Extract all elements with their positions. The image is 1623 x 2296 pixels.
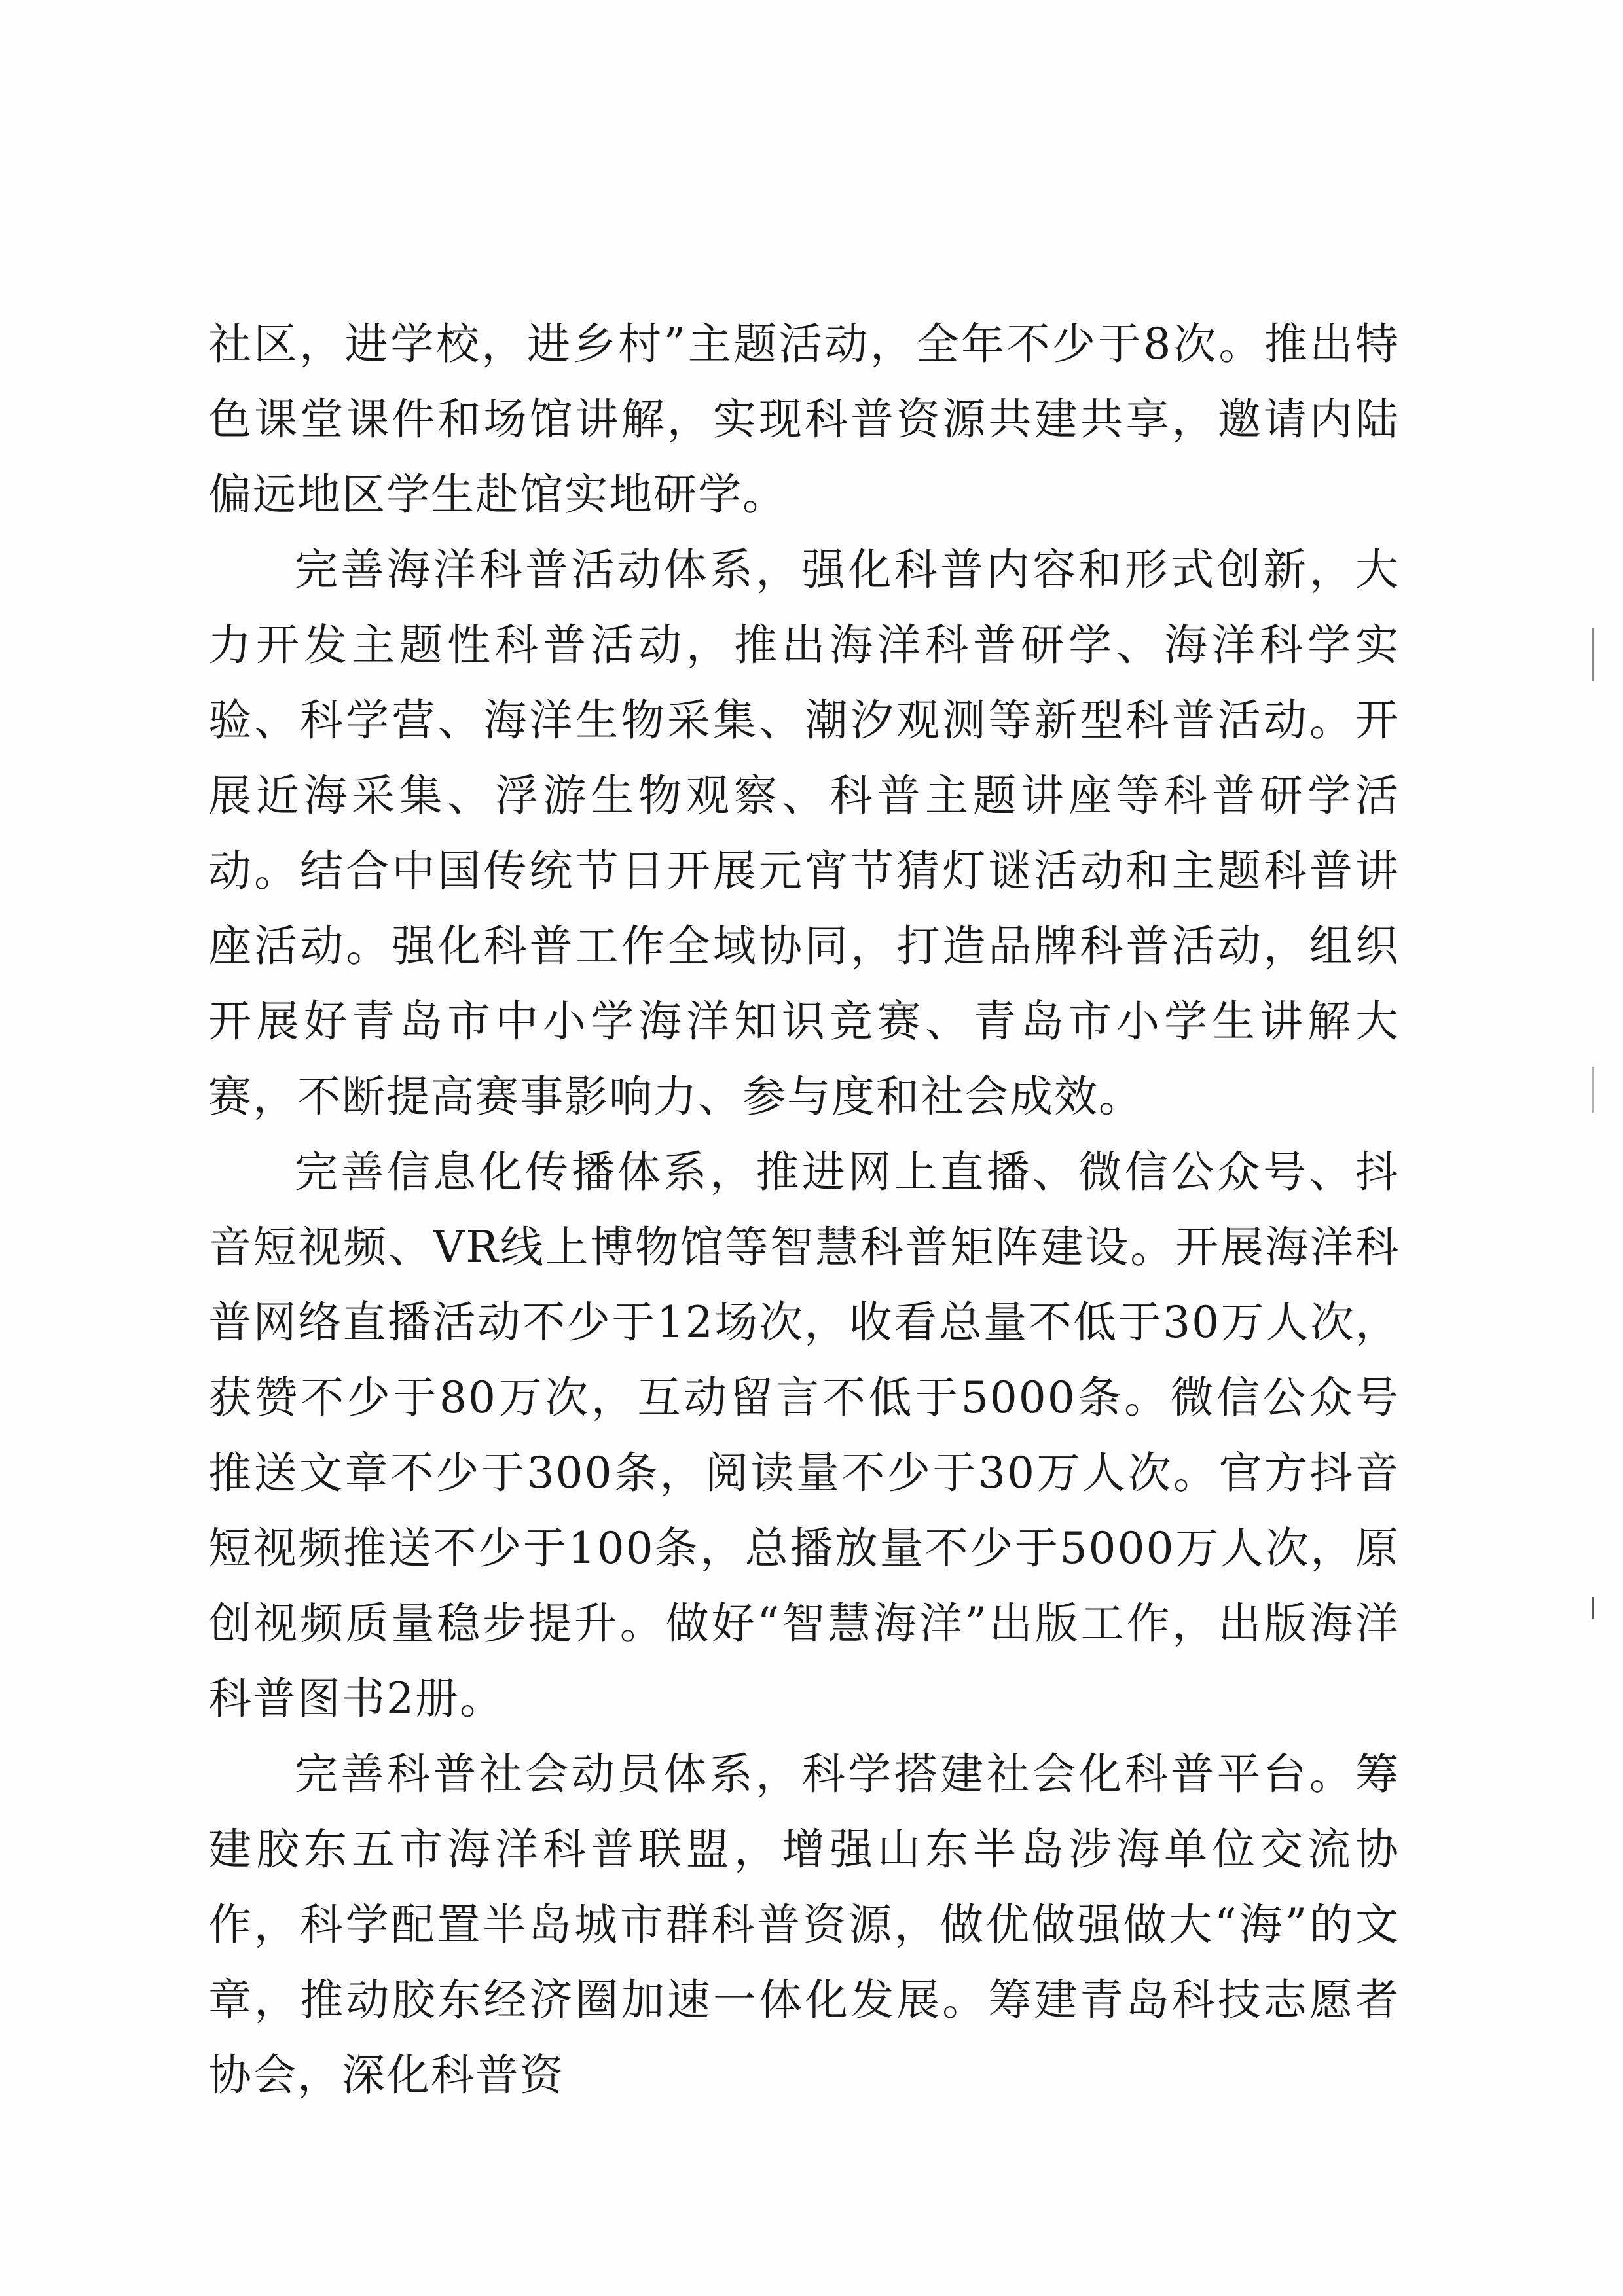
scan-edge-mark xyxy=(1592,628,1594,681)
scan-edge-mark xyxy=(1592,1597,1594,1619)
paragraph-continuation: 社区，进学校，进乡村”主题活动，全年不少于8次。推出特色课堂课件和场馆讲解，实现科普资源共建共享，邀请内陆偏远地区学生赴馆实地研学。 xyxy=(208,319,1400,520)
scan-edge-mark xyxy=(1592,1067,1594,1113)
paragraph-social-mobilization: 完善科普社会动员体系，科学搭建社会化科普平台。筹建胶东五市海洋科普联盟，增强山东半岛涉海单位交流协作，科学配置半岛城市群科普资源，做优做强做大“海”的文章，推动胶东经济圈加速一体化发展。筹建青岛科技志愿者协会，深化科普资 xyxy=(208,1749,1400,2100)
document-body xyxy=(208,306,1400,2113)
paragraph-ocean-science-activities: 完善海洋科普活动体系，强化科普内容和形式创新，大力开发主题性科普活动，推出海洋科普研学、海洋科学实验、科学营、海洋生物采集、潮汐观测等新型科普活动。开展近海采集、浮游生物观察、科普主题讲座等科普研学活动。结合中国传统节日开展元宵节猜灯谜活动和主题科普讲座活动。强化科普工作全域协同，打造品牌科普活动，组织开展好青岛市中小学海洋知识竞赛、青岛市小学生讲解大赛，不断提高赛事影响力、参与度和社会成效。 xyxy=(208,545,1400,1122)
paragraph-information-dissemination: 完善信息化传播体系，推进网上直播、微信公众号、抖音短视频、VR线上博物馆等智慧科普矩阵建设。开展海洋科普网络直播活动不少于12场次，收看总量不低于30万人次，获赞不少于80万次，互动留言不低于5000条。微信公众号推送文章不少于300条，阅读量不少于30万人次。官方抖音短视频推送不少于100条，总播放量不少于5000万人次，原创视频质量稳步提升。做好“智慧海洋”出版工作，出版海洋科普图书2册。 xyxy=(208,1147,1400,1724)
